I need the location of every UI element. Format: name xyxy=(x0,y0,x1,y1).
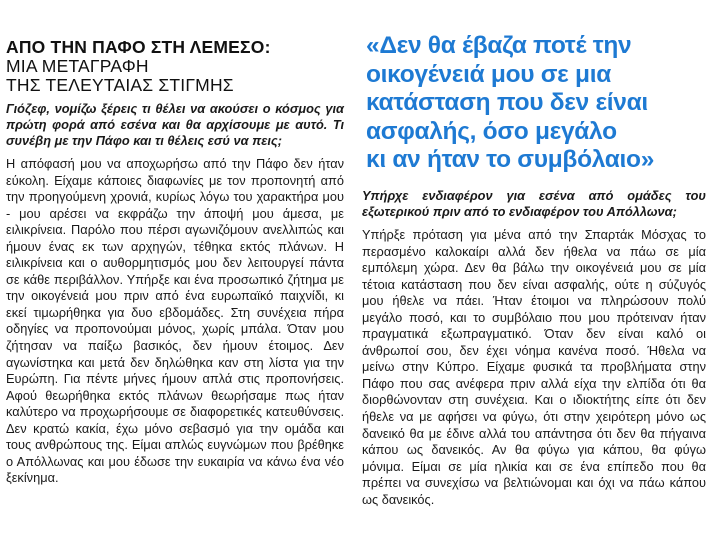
pull-quote xyxy=(366,32,706,175)
pull-quote-line: κι αν ήταν το συμβόλαιο» xyxy=(366,146,655,174)
heading-line-1: ΑΠΟ ΤΗΝ ΠΑΦΟ ΣΤΗ ΛΕΜΕΣΟ: xyxy=(6,37,271,57)
heading-line-3: ΤΗΣ ΤΕΛΕΥΤΑΙΑΣ ΣΤΙΓΜΗΣ xyxy=(6,75,234,95)
heading-line-2: ΜΙΑ ΜΕΤΑΓΡΑΦΗ xyxy=(6,56,149,76)
interview-answer-1: Η απόφασή μου να αποχωρήσω από την Πάφο δεν ήταν εύκολη. Είχαμε κάποιες διαφωνίες με τον προπονητή από την προηγούμενη χρονιά, κυρίως λόγω του χαρακτήρα μου - μου αρέσει να εκφράζω την άποψή μου άμεσα, με ειλικρίνεια. Παρόλο που πέρσι αγωνιζόμουν ανελλιπώς και ήμουν ένας εκ των αρχηγών, τέθηκα εκτός πλάνων. Η ειλικρίνεια και ο αυθορμητισμός μου δεν λειτουργεί πάντα σε κάθε περιβάλλον. Υπήρξε και ένα προσωπικό ζήτημα με την οικογένειά μου πριν από ένα ευρωπαϊκό παιχνίδι, κι εκεί τιμωρήθηκα για δυο εβδομάδες. Στη συνέχεια πήρα οδηγίες να προπονούμαι μόνος, χωρίς μπάλα. Όταν μου ζήτησαν να παίξω βασικός, δεν ήμουν έτοιμος. Δεν αγωνίστηκα και μετά δεν δηλώθηκα καν στη λίστα για την Ευρώπη. Για πέντε μήνες ήμουν απλά στις προπονήσεις. Αφού θεωρήθηκα εκτός πλάνων θεωρήσαμε πως ήταν καλύτερο να προχωρήσουμε σε διαφορετικές κατευθύνσεις. Δεν κρατώ κακία, έχω μόνο σεβασμό για την ομάδα και τους ανθρώπους της. Είμαι απλώς ευγνώμων που βρέθηκε ο Απόλλωνας και μου έδωσε την ευκαιρία να κάνω ένα νέο ξεκίνημα. xyxy=(6,156,344,486)
interview-question-1: Γιόζεφ, νομίζω ξέρεις τι θέλει να ακούσει ο κόσμος για πρώτη φορά από εσένα και θα αρχίσουμε με αυτό. Τι συνέβη με την Πάφο και τι θέλεις εσύ να πεις; xyxy=(6,101,344,148)
right-column xyxy=(362,32,706,508)
interview-question-2: Υπήρχε ενδιαφέρον για εσένα από ομάδες του εξωτερικού πριν από το ενδιαφέρον του Απόλλωνα; xyxy=(362,187,706,219)
interview-answer-2: Υπήρξε πρόταση για μένα από την Σπαρτάκ Μόσχας το περασμένο καλοκαίρι αλλά δεν ήθελα να πάω σε μία εμπόλεμη χώρα. Δεν θα βάλω την οικογένειά μου σε μία τέτοια κατάσταση που δεν είναι ασφαλής, ούτε η σύζυγός μου ήθελε να πάει. Ήταν έτοιμοι να πληρώσουν πολύ μεγάλο ποσό, και το συμβόλαιο που μου πρότειναν ήταν πραγματικά εξωπραγματικό. Όταν δεν είναι καλό οι άνθρωποί σου, δεν έχει νόημα κανένα ποσό. Ήθελα να μείνω στην Κύπρο. Είχαμε φυσικά τα προβλήματα στην Πάφο που σας ανέφερα πριν αλλά είχα την ελπίδα ότι θα διορθώνονταν στη συνέχεια. Και ο ιδιοκτήτης είπε ότι δεν ήθελε να με αφήσει να φύγω, ότι στην χειρότερη μόνο ως δανεικό θα με έδινε αλλά του απάντησα ότι δεν θα πήγαινα κάπου ως δανεικός. Αν θα φύγω για κάπου, θα φύγω μόνιμα. Είμαι σε μία ηλικία και σε ένα επίπεδο που θα πρέπει να συνεχίσω να βελτιώνομαι και όχι να πάω κάπου ως δανεικός. xyxy=(362,226,706,507)
pull-quote-line: οικογένειά μου σε μια xyxy=(366,60,611,88)
section-heading xyxy=(6,38,344,95)
pull-quote-line: ασφαλής, όσο μεγάλο xyxy=(366,117,617,145)
pull-quote-line: κατάσταση που δεν είναι xyxy=(366,89,648,117)
left-column xyxy=(6,38,344,487)
pull-quote-line: «Δεν θα έβαζα ποτέ την xyxy=(366,32,632,59)
